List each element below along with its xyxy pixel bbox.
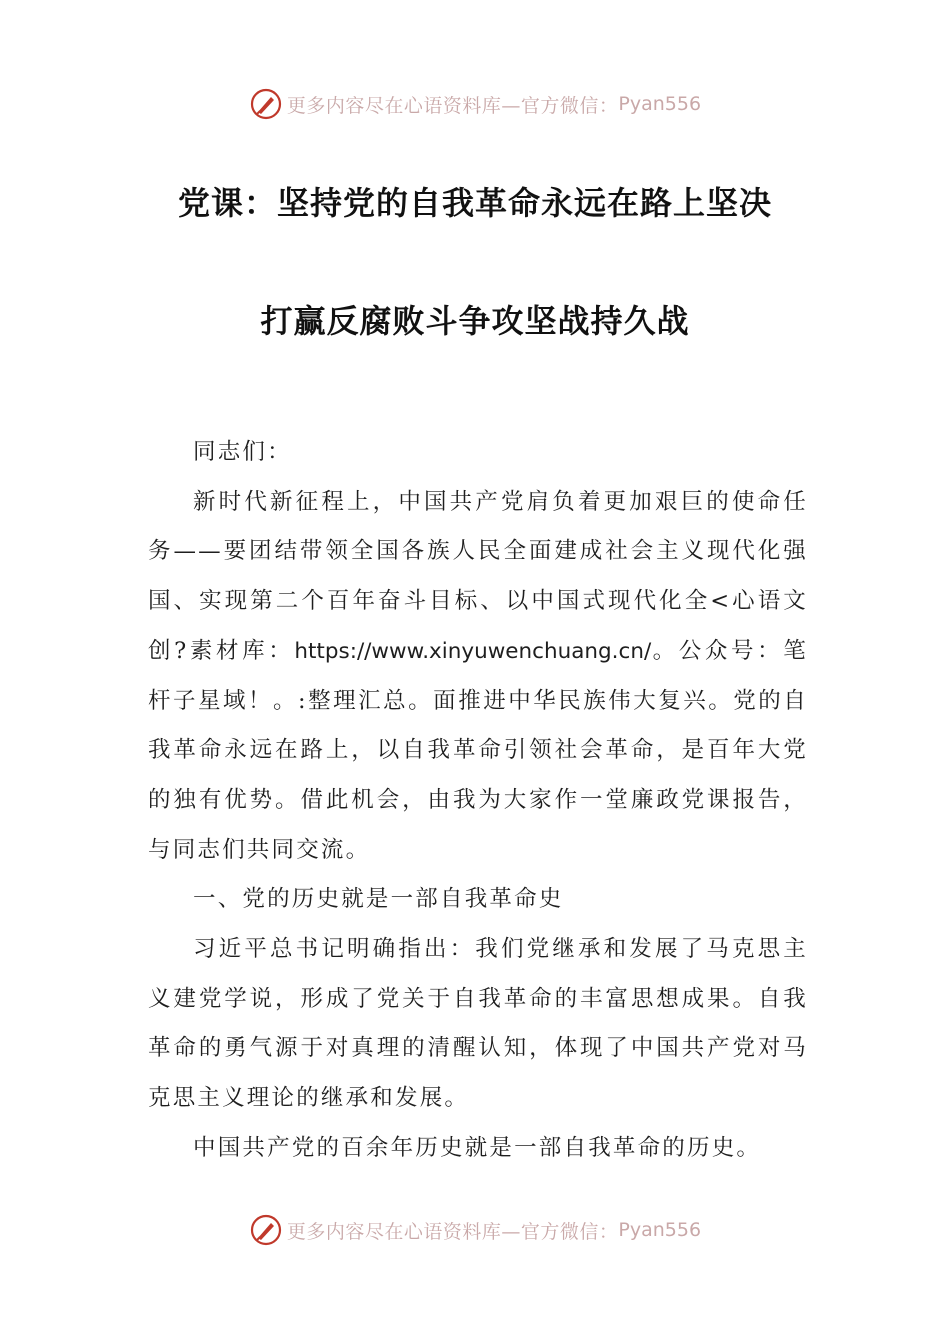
- paragraph-1-text-a: 新时代新征程上，中国共产党肩负着更加艰巨的使命任务——要团结带领全国各族人民全面建成社会主义现代化强国、实现第二个百年奋斗目标、以中国式现代化全<心语文创?素材库：: [148, 488, 808, 664]
- salutation: 同志们：: [193, 439, 292, 465]
- watermark-text: 更多内容尽在心语资料库—官方微信：: [286, 94, 619, 117]
- paragraph-3: 中国共产党的百余年历史就是一部自我革命的历史。: [193, 1134, 762, 1161]
- section-heading-1: 一、党的历史就是一部自我革命史: [193, 886, 564, 913]
- watermark-id: Pyan556: [618, 93, 702, 115]
- watermark-text: 更多内容尽在心语资料库—官方微信：: [286, 1220, 619, 1243]
- document-title-line-2: 打赢反腐败斗争攻坚战持久战: [260, 302, 690, 340]
- paragraph-1-text-b: 。公众号：笔杆子星域！。:整理汇总。面推进中华民族伟大复兴。党的自我革命永远在路上，以自我革命引领社会革命，是百年大党的独有优势。借此机会，由我为大家作一堂廉政党课报告，与同志们共同交流。: [148, 637, 808, 863]
- watermark-banner-top: [0, 84, 950, 124]
- source-url: https://www.xinyuwenchuang.cn/: [294, 638, 652, 664]
- document-body: [148, 428, 808, 1174]
- document-title-line-1: 党课：坚持党的自我革命永远在路上坚决: [177, 184, 772, 222]
- watermark-banner-bottom: [0, 1210, 950, 1250]
- paragraph-1: [148, 478, 808, 876]
- pen-logo-icon: [249, 1213, 283, 1247]
- pen-logo-icon: [249, 87, 283, 121]
- paragraph-2: 习近平总书记明确指出：我们党继承和发展了马克思主义建党学说，形成了党关于自我革命的丰富思想成果。自我革命的勇气源于对真理的清醒认知，体现了中国共产党对马克思主义理论的继承和发展。: [148, 936, 808, 1112]
- watermark-id: Pyan556: [618, 1219, 702, 1241]
